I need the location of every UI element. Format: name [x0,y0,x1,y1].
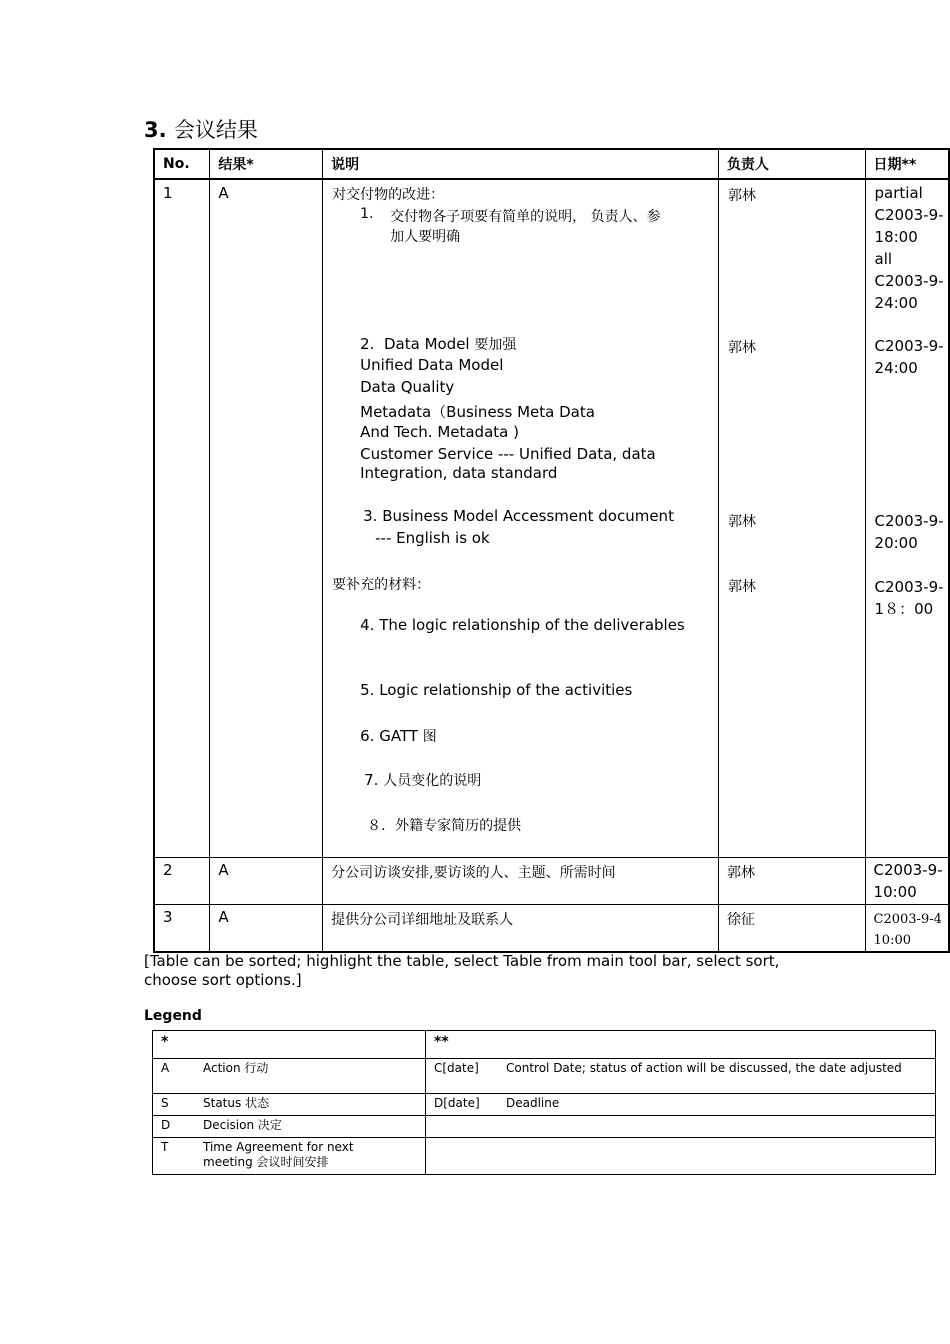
row-result: A [210,858,323,905]
row-owner [718,179,865,858]
row-date: C2003-9-4 10:00 [865,905,949,953]
owner: 郭林 [727,188,756,204]
item2-line: Data Quality [360,378,455,396]
row-no: 3 [154,905,210,953]
table-row [154,905,949,953]
legend-cell: S Status 状态 [153,1094,426,1116]
item3-line1: 3. Business Model Accessment document [363,507,674,525]
row-description: 提供分公司详细地址及联系人 [323,905,719,953]
table-row [153,1059,936,1094]
results-table [153,148,950,953]
item8: ８．外籍专家简历的提供 [367,818,522,834]
legend-cell: T Time Agreement for next meeting 会议时间安排 [153,1138,426,1175]
row-date: C2003-9- 10:00 [865,858,949,905]
item2-line: And Tech. Metadata ) [360,423,519,441]
section-number: 3. [144,118,167,142]
row-no: 1 [154,179,210,858]
item1-number: 1. [360,206,374,222]
section-heading [144,114,258,144]
owner: 郭林 [727,340,756,356]
item6: 6. GATT 图 [360,727,437,745]
sort-note: [Table can be sorted; highlight the table, select Table from main tool bar, select sort, choose sort options.] [144,952,780,989]
owner: 郭林 [727,514,756,530]
results-header-row [154,149,949,179]
header-result: 结果* [210,149,323,179]
item4: 4. The logic relationship of the deliverables [360,616,685,634]
row-no: 2 [154,858,210,905]
header-owner: 负责人 [718,149,865,179]
item2-line: Metadata（Business Meta Data [360,403,595,421]
item1-line2: 加人要明确 [390,229,461,245]
date-block: C2003-9- 24:00 [874,337,944,377]
legend-header-row [153,1031,936,1059]
legend-cell: D Decision 决定 [153,1116,426,1138]
header-description: 说明 [323,149,719,179]
owner: 郭林 [727,579,756,595]
legend-title: Legend [144,1008,202,1024]
legend-table [152,1030,936,1175]
table-row [154,858,949,905]
header-no: No. [154,149,210,179]
row-date [865,179,949,858]
item2-line: Unified Data Model [360,356,504,374]
row-owner: 郭林 [718,858,865,905]
row-result: A [210,179,323,858]
legend-cell: A Action 行动 [153,1059,426,1094]
table-row [154,179,949,858]
table-row [153,1116,936,1138]
item3-line2: --- English is ok [375,529,490,547]
item2-line: Integration, data standard [360,464,558,482]
row-result: A [210,905,323,953]
legend-header-single: * [153,1031,426,1059]
item1-line1: 交付物各子项要有简单的说明， 负责人、参 [390,209,661,225]
legend-cell: C[date] Control Date; status of action will be discussed, the date adjusted [426,1059,936,1094]
date-block: C2003-9- 20:00 [874,512,944,552]
item7: 7. 人员变化的说明 [364,771,482,789]
row-description: 分公司访谈安排,要访谈的人、主题、所需时间 [323,858,719,905]
section-title: 会议结果 [173,118,258,142]
date-block: C2003-9- 1８：00 [874,578,944,618]
legend-cell [426,1116,936,1138]
legend-cell [426,1138,936,1175]
date-block: partial C2003-9- 18:00 all C2003-9- 24:00 [874,184,944,312]
supplement-label: 要补充的材料： [332,577,431,593]
item5: 5. Logic relationship of the activities [360,681,633,699]
row-description [323,179,719,858]
deliverables-intro: 对交付物的改进： [332,187,445,203]
item2-title: 2. Data Model 要加强 [360,335,517,353]
header-date: 日期** [865,149,949,179]
table-row [153,1094,936,1116]
legend-header-double: ** [426,1031,936,1059]
item2-line: Customer Service --- Unified Data, data [360,445,656,463]
row-owner: 徐征 [718,905,865,953]
legend-cell: D[date] Deadline [426,1094,936,1116]
table-row [153,1138,936,1175]
